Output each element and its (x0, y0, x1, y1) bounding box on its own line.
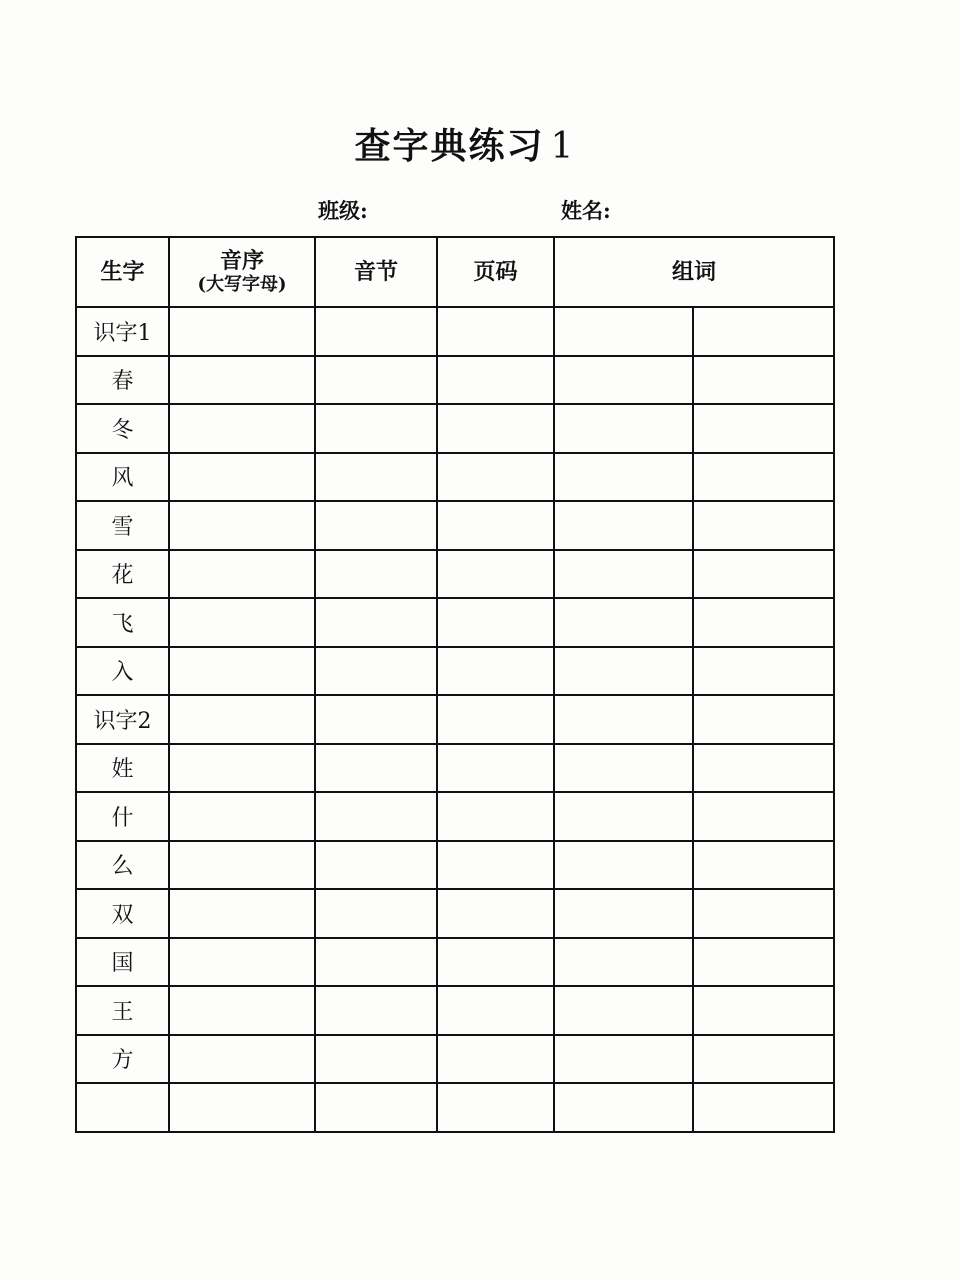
class-label: 班级: (318, 198, 368, 223)
phonetic-order-cell[interactable] (169, 986, 315, 1035)
word-2-cell[interactable] (693, 647, 834, 696)
table-row (76, 550, 834, 599)
syllable-cell[interactable] (315, 550, 437, 599)
phonetic-order-cell[interactable] (169, 1035, 315, 1084)
syllable-cell[interactable] (315, 501, 437, 550)
character-cell: 识字1 (76, 307, 169, 356)
character-cell: 雪 (76, 501, 169, 550)
table-row (76, 986, 834, 1035)
table-row (76, 404, 834, 453)
word-2-cell[interactable] (693, 501, 834, 550)
word-2-cell[interactable] (693, 1083, 834, 1132)
character-cell: 识字2 (76, 695, 169, 744)
syllable-cell[interactable] (315, 986, 437, 1035)
syllable-cell[interactable] (315, 307, 437, 356)
word-2-cell[interactable] (693, 695, 834, 744)
name-field[interactable] (618, 201, 768, 225)
table-row (76, 647, 834, 696)
word-1-cell[interactable] (554, 356, 693, 405)
phonetic-order-cell[interactable] (169, 647, 315, 696)
page-title (0, 118, 930, 169)
word-2-cell[interactable] (693, 986, 834, 1035)
phonetic-order-cell[interactable] (169, 889, 315, 938)
phonetic-order-cell[interactable] (169, 307, 315, 356)
character-cell: 方 (76, 1035, 169, 1084)
character-cell: 春 (76, 356, 169, 405)
phonetic-order-cell[interactable] (169, 938, 315, 987)
phonetic-order-cell[interactable] (169, 695, 315, 744)
table-row (76, 1035, 834, 1084)
word-1-cell[interactable] (554, 307, 693, 356)
header-phonetic-order-note: (大写字母) (197, 274, 287, 296)
syllable-cell[interactable] (315, 404, 437, 453)
page-cell[interactable] (437, 550, 554, 599)
word-1-cell[interactable] (554, 453, 693, 502)
header-phonetic-order: 音序 (大写字母) (169, 237, 315, 307)
word-2-cell[interactable] (693, 550, 834, 599)
phonetic-order-cell[interactable] (169, 841, 315, 890)
class-field[interactable] (375, 201, 525, 225)
syllable-cell[interactable] (315, 744, 437, 793)
phonetic-order-cell[interactable] (169, 501, 315, 550)
word-1-cell[interactable] (554, 889, 693, 938)
table-row (76, 453, 834, 502)
character-cell: 么 (76, 841, 169, 890)
word-2-cell[interactable] (693, 889, 834, 938)
word-1-cell[interactable] (554, 841, 693, 890)
character-cell: 飞 (76, 598, 169, 647)
word-1-cell[interactable] (554, 647, 693, 696)
table-row (76, 841, 834, 890)
page-cell[interactable] (437, 938, 554, 987)
page-cell[interactable] (437, 598, 554, 647)
page-cell[interactable] (437, 647, 554, 696)
word-1-cell[interactable] (554, 404, 693, 453)
word-1-cell[interactable] (554, 1083, 693, 1132)
word-2-cell[interactable] (693, 1035, 834, 1084)
character-cell: 风 (76, 453, 169, 502)
table-row (76, 307, 834, 356)
table-row (76, 356, 834, 405)
title-text: 查字典练习 (354, 125, 545, 167)
syllable-cell[interactable] (315, 792, 437, 841)
header-character: 生字 (76, 237, 169, 307)
character-cell: 什 (76, 792, 169, 841)
page-cell[interactable] (437, 404, 554, 453)
page-cell[interactable] (437, 695, 554, 744)
word-2-cell[interactable] (693, 404, 834, 453)
phonetic-order-cell[interactable] (169, 404, 315, 453)
syllable-cell[interactable] (315, 889, 437, 938)
syllable-cell[interactable] (315, 453, 437, 502)
table-row (76, 744, 834, 793)
table-row (76, 889, 834, 938)
phonetic-order-cell[interactable] (169, 792, 315, 841)
syllable-cell[interactable] (315, 1083, 437, 1132)
name-label: 姓名: (561, 198, 611, 223)
phonetic-order-cell[interactable] (169, 1083, 315, 1132)
page-cell[interactable] (437, 889, 554, 938)
page-cell[interactable] (437, 453, 554, 502)
word-1-cell[interactable] (554, 744, 693, 793)
table-row (76, 792, 834, 841)
class-field-group (318, 195, 525, 225)
header-row (76, 237, 834, 307)
word-2-cell[interactable] (693, 307, 834, 356)
syllable-cell[interactable] (315, 598, 437, 647)
page-cell[interactable] (437, 986, 554, 1035)
character-cell: 姓 (76, 744, 169, 793)
page-cell[interactable] (437, 356, 554, 405)
table-row (76, 695, 834, 744)
word-1-cell[interactable] (554, 1035, 693, 1084)
table-row (76, 1083, 834, 1132)
dictionary-practice-table (75, 236, 835, 1133)
word-1-cell[interactable] (554, 550, 693, 599)
title-number: 1 (550, 126, 576, 167)
header-syllable: 音节 (315, 237, 437, 307)
page-cell[interactable] (437, 1035, 554, 1084)
syllable-cell[interactable] (315, 938, 437, 987)
header-word-building: 组词 (554, 237, 834, 307)
character-cell: 双 (76, 889, 169, 938)
page-cell[interactable] (437, 1083, 554, 1132)
phonetic-order-cell[interactable] (169, 598, 315, 647)
page-cell[interactable] (437, 501, 554, 550)
page-cell[interactable] (437, 744, 554, 793)
word-2-cell[interactable] (693, 744, 834, 793)
character-cell[interactable] (76, 1083, 169, 1132)
word-2-cell[interactable] (693, 356, 834, 405)
word-2-cell[interactable] (693, 792, 834, 841)
phonetic-order-cell[interactable] (169, 550, 315, 599)
word-1-cell[interactable] (554, 695, 693, 744)
word-2-cell[interactable] (693, 938, 834, 987)
page-cell[interactable] (437, 841, 554, 890)
character-cell: 王 (76, 986, 169, 1035)
character-cell: 冬 (76, 404, 169, 453)
name-field-group (561, 195, 768, 225)
header-page: 页码 (437, 237, 554, 307)
word-1-cell[interactable] (554, 598, 693, 647)
syllable-cell[interactable] (315, 356, 437, 405)
table-row (76, 938, 834, 987)
table-row (76, 501, 834, 550)
word-1-cell[interactable] (554, 938, 693, 987)
phonetic-order-cell[interactable] (169, 453, 315, 502)
syllable-cell[interactable] (315, 841, 437, 890)
word-2-cell[interactable] (693, 841, 834, 890)
character-cell: 国 (76, 938, 169, 987)
word-1-cell[interactable] (554, 792, 693, 841)
character-cell: 花 (76, 550, 169, 599)
table-row (76, 598, 834, 647)
word-1-cell[interactable] (554, 501, 693, 550)
word-1-cell[interactable] (554, 986, 693, 1035)
word-2-cell[interactable] (693, 598, 834, 647)
syllable-cell[interactable] (315, 695, 437, 744)
syllable-cell[interactable] (315, 1035, 437, 1084)
word-2-cell[interactable] (693, 453, 834, 502)
syllable-cell[interactable] (315, 647, 437, 696)
phonetic-order-cell[interactable] (169, 356, 315, 405)
phonetic-order-cell[interactable] (169, 744, 315, 793)
character-cell: 入 (76, 647, 169, 696)
page-cell[interactable] (437, 307, 554, 356)
page-cell[interactable] (437, 792, 554, 841)
